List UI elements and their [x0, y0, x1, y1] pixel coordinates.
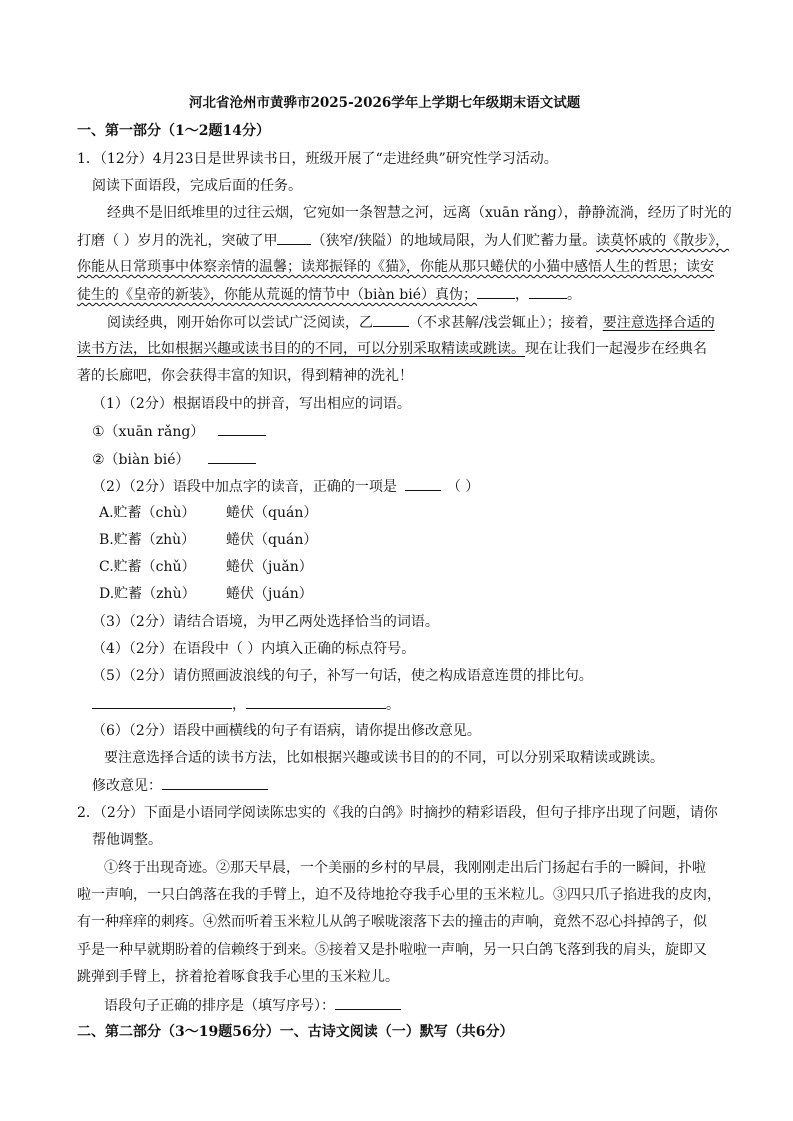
- q2-passage-line5: 跳弹到手臂上，挤着抢着啄食我手心里的玉米粒儿。: [77, 969, 399, 985]
- passage2-line2: [77, 339, 707, 359]
- q2-answer[interactable]: [335, 995, 401, 1010]
- sub-question-6: （6）（2分）语段中画横线的句子有语病，请你提出修改意见。: [92, 723, 481, 739]
- sub2-text: （2）（2分）语段中加点字的读音，正确的一项是: [92, 479, 397, 495]
- passage2-line1: [107, 312, 715, 333]
- q2-stem-line1: 2．（2分）下面是小语同学阅读陈忠实的《我的白鸽》时摘抄的精彩语段，但句子排序出现了问题，请你: [77, 805, 718, 821]
- option-b-1: B.贮蓄（zhù）: [99, 532, 196, 548]
- q2-passage-line4: 乎是一种早就期盼着的信赖终于到来。⑤接着又是扑啦啦一声响，另一只白鸽飞落到我的肩头，旋即又: [77, 942, 707, 958]
- q1-stem: 1．（12分）4月23日是世界读书日，班级开展了“走进经典”研究性学习活动。: [77, 151, 558, 167]
- passage1-line2-text: 打磨（ ）岁月的洗礼，突破了甲: [77, 233, 278, 249]
- sub6-label: 修改意见：: [92, 778, 162, 794]
- passage1-line2-options: （狭窄/狭隘）的地域局限，为人们贮蓄力量。: [311, 233, 597, 249]
- passage1-line1: 经典不是旧纸堆里的过往云烟，它宛如一条智慧之河，远离（xuān rǎng），静静流淌，经历了时光的: [107, 205, 732, 221]
- passage2-line1-text: 阅读经典，刚开始你可以尝试广泛阅读，乙: [107, 315, 373, 331]
- sub5-answer-line: [92, 694, 400, 715]
- passage2-line2-rest: 现在让我们一起漫步在经典名: [525, 341, 707, 357]
- sub1-answer-b[interactable]: [208, 449, 256, 464]
- sub5-answer-a[interactable]: [92, 694, 232, 709]
- sub-question-4: （4）（2分）在语段中（ ）内填入正确的标点符号。: [92, 641, 416, 657]
- option-a[interactable]: [99, 503, 195, 523]
- q2-stem-line2: 帮他调整。: [92, 832, 162, 848]
- q2-passage-line1: ①终于出现奇迹。②那天早晨，一个美丽的乡村的早晨，我刚刚走出后门扬起右手的一瞬间，扑啦: [104, 860, 706, 876]
- sub2-paren: （ ）: [446, 479, 480, 495]
- sub6-answer[interactable]: [162, 775, 268, 790]
- q2-answer-line: [104, 995, 401, 1016]
- passage1-line4: [77, 284, 581, 305]
- wavy-sentence-1: 读莫怀戚的《散步》，: [596, 233, 730, 249]
- sub1-item-b-label: ②（biàn bié）: [92, 452, 190, 468]
- option-b[interactable]: [99, 530, 195, 550]
- option-c-2: 蜷伏（juǎn）: [226, 559, 313, 575]
- blank-wavy-1[interactable]: [477, 284, 515, 299]
- sub-question-5: （5）（2分）请仿照画波浪线的句子，补写一句话，使之构成语意连贯的排比句。: [92, 668, 593, 684]
- sub1-item-a: [92, 421, 266, 442]
- option-c-1: C.贮蓄（chǔ）: [99, 559, 196, 575]
- option-c[interactable]: [99, 557, 196, 577]
- comma: ，: [514, 287, 529, 303]
- wavy-sentence-3-end: 徒生的《皇帝的新装》，你能从荒诞的情节中（biàn bié）真伪；: [77, 287, 477, 303]
- sub1-item-a-label: ①（xuān rǎng）: [92, 424, 205, 440]
- sub5-comma: ，: [232, 697, 246, 713]
- underlined-sentence-end: 读书方法，比如根据兴趣或读书目的的不同，可以分别采取精读或跳读。: [77, 341, 525, 357]
- underlined-sentence-start: 要注意选择合适的: [602, 315, 715, 331]
- sub-question-3: （3）（2分）请结合语境，为甲乙两处选择恰当的词语。: [92, 614, 439, 630]
- sub1-answer-a[interactable]: [218, 421, 266, 436]
- option-d-2: 蜷伏（juán）: [226, 586, 313, 602]
- sub6-answer-line: [92, 775, 268, 796]
- passage1-line2: [77, 230, 729, 251]
- passage2-line3: 著的长廊吧，你会获得丰富的知识，得到精神的洗礼！: [77, 368, 413, 384]
- part2-heading: 二、第二部分（3～19题56分）一、古诗文阅读（一）默写（共6分）: [77, 1024, 514, 1040]
- sub5-answer-b[interactable]: [246, 694, 386, 709]
- q2-answer-label: 语段句子正确的排序是（填写序号）：: [104, 998, 335, 1014]
- option-d[interactable]: [99, 584, 196, 604]
- page-title: 河北省沧州市黄骅市2025-2026学年上学期七年级期末语文试题: [189, 95, 581, 111]
- option-d-1: D.贮蓄（zhù）: [99, 586, 196, 602]
- wavy-sentence-3-start: 读安: [686, 259, 714, 275]
- passage1-line3: [77, 257, 714, 277]
- sub-question-1: （1）（2分）根据语段中的拼音，写出相应的词语。: [92, 396, 411, 412]
- q1-instruction: 阅读下面语段，完成后面的任务。: [92, 178, 302, 194]
- sub6-quote: 要注意选择合适的读书方法，比如根据兴趣或读书目的的不同，可以分别采取精读或跳读。: [104, 750, 664, 766]
- sub1-item-b: [92, 449, 256, 470]
- q2-passage-line3: 有一种痒痒的刺疼。④然而听着玉米粒儿从鸽子喉咙滚落下去的撞击的声响，竟然不忍心抖掉鸽子，似: [77, 914, 707, 930]
- option-a-2: 蜷伏（quán）: [226, 505, 318, 521]
- wavy-sentence-2: 你能从日常琐事中体察亲情的温馨；读郑振铎的《猫》，你能从那只蜷伏的小猫中感悟人生的哲思；: [77, 259, 686, 275]
- sub2-answer[interactable]: [405, 476, 441, 491]
- blank-wavy-2[interactable]: [529, 284, 567, 299]
- blank-jia[interactable]: [277, 230, 311, 245]
- passage2-line1-options: （不求甚解/浅尝辄止）；接着，: [409, 315, 603, 331]
- part1-heading: 一、第一部分（1～2题14分）: [77, 123, 270, 139]
- option-a-1: A.贮蓄（chù）: [99, 505, 196, 521]
- sub-question-2: [92, 476, 479, 497]
- period: 。: [566, 287, 581, 303]
- blank-yi[interactable]: [373, 312, 409, 327]
- sub5-period: 。: [386, 697, 400, 713]
- q2-passage-line2: 啦一声响，一只白鸽落在我的手臂上，迫不及待地抢夺我手心里的玉米粒儿。③四只爪子掐进我的皮肉，: [77, 887, 721, 903]
- option-b-2: 蜷伏（quán）: [226, 532, 318, 548]
